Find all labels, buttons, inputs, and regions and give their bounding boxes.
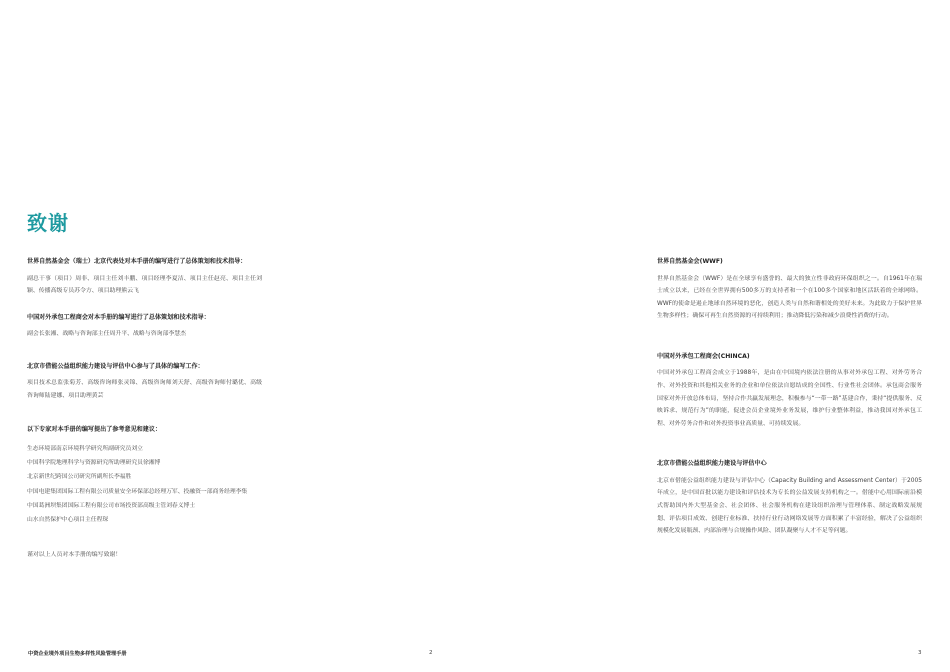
closing-text: 谨对以上人员对本手册的编写致谢！ xyxy=(27,552,122,559)
list-item: 中国电建集团国际工程有限公司质量安全环保部总经理万军、投融资一部商务经理李集 xyxy=(27,488,248,495)
section-heading: 北京市借能公益组织能力建设与评估中心 xyxy=(657,460,767,468)
section-text: 北京市借能公益组织能力建设与评估中心（Capacity Building and Assessment Center）于2005年成立，是中国首批以能力建设和评估技术为专长的公益发展支持机构之一。借能中心用国际前沿模式帮助国内外大型基金会、社会团体、社会服务机构在建设组织治理与管理体系、制定战略发展规划、评估项目成效、创建行业标准、扶持行业行动网络发展等方面积累了丰富经验，解决了公益组织规模化发展瓶颈、内部治理与合规操作风险、团队凝聚与人才不足等问题。 xyxy=(657,477,922,535)
ack-section-chinca xyxy=(27,312,262,341)
ack-section-wwf xyxy=(27,256,262,298)
footer-title: 中资企业境外项目生物多样性风险管理手册 xyxy=(28,651,127,657)
list-item: 中国科学院地理科学与资源研究所助理研究员徐湘博 xyxy=(27,460,161,467)
expert-list xyxy=(27,442,262,527)
acknowledgements-column xyxy=(27,256,262,562)
list-item: 中国葛洲坝集团国际工程有限公司市场投资部高级主管刘春义博士 xyxy=(27,502,196,509)
page-number: 2 xyxy=(429,650,433,656)
section-heading: 北京市借能公益组织能力建设与评估中心参与了具体的编写工作： xyxy=(27,362,204,370)
section-heading: 中国对外承包工程商会对本手册的编写进行了总体策划和技术指导： xyxy=(27,313,210,321)
section-text: 中国对外承包工程商会成立于1988年，是由在中国境内依法注册的从事对外承包工程、对外劳务合作、对外投资和其他相关业务的企业和单位依法自愿结成的全国性、行业性社会团体。承包商会服务国家对外开放总体布局，坚持合作共赢发展理念，积极参与“一带一路”基建合作，秉持“提供服务、反映诉求、规范行为”的职能，促进会员企业境外业务发展，维护行业整体利益，推动我国对外承包工程、对外劳务合作和对外投资事业高质量、可持续发展。 xyxy=(657,370,922,427)
section-text: 世界自然基金会（WWF）是在全球享有盛誉的、最大的独立性非政府环保组织之一。自1961年在瑞士成立以来，已经在全世界拥有500多万的支持者和一个在100多个国家和地区活跃着的全球网络。WWF的使命是遏止地球自然环境的恶化，创造人类与自然和谐相处的美好未来。为此致力于保护世界生物多样性；确保可再生自然资源的可持续利用；推动降低污染和减少浪费性消费的行动。 xyxy=(657,275,922,320)
list-item: 生态环境部南京环境科学研究所副研究员刘立 xyxy=(27,445,143,452)
section-heading: 以下专家对本手册的编写提出了参考意见和建议： xyxy=(27,426,162,434)
ack-section-experts xyxy=(27,424,262,527)
section-text: 项目技术总监张菊芳、高级咨询师张灵锦、高级咨询师刘天舒、高级咨询师付璐优、高级咨询师陆建娜、项目助理黄芸 xyxy=(27,380,262,399)
page-number: 3 xyxy=(918,650,922,656)
org-section-cba xyxy=(657,458,922,537)
page-title: 致谢 xyxy=(27,211,69,235)
org-section-chinca xyxy=(657,351,922,430)
list-item: 山水自然保护中心项目主任程琛 xyxy=(27,516,109,523)
list-item: 北京新世纪跨国公司研究所副所长李福胜 xyxy=(27,474,132,481)
section-text: 副总干事（项目）周非、项目主任刘丰鹏、项目经理李夏洁、项目主任赵亮、项目主任刘颖、传播高级专员苏令方、项目助理熊云飞 xyxy=(27,275,262,295)
section-heading: 中国对外承包工程商会(CHINCA) xyxy=(657,352,750,360)
right-page xyxy=(475,0,950,672)
ack-section-cba xyxy=(27,361,262,403)
org-section-wwf xyxy=(657,256,922,323)
organizations-column xyxy=(657,256,922,538)
section-text: 副会长张湘、战略与咨询部主任周升平、战略与咨询部李慧杰 xyxy=(27,331,187,338)
section-heading: 世界自然基金会（瑞士）北京代表处对本手册的编写进行了总体策划和技术指导： xyxy=(27,258,247,265)
section-heading: 世界自然基金会(WWF) xyxy=(657,258,723,265)
